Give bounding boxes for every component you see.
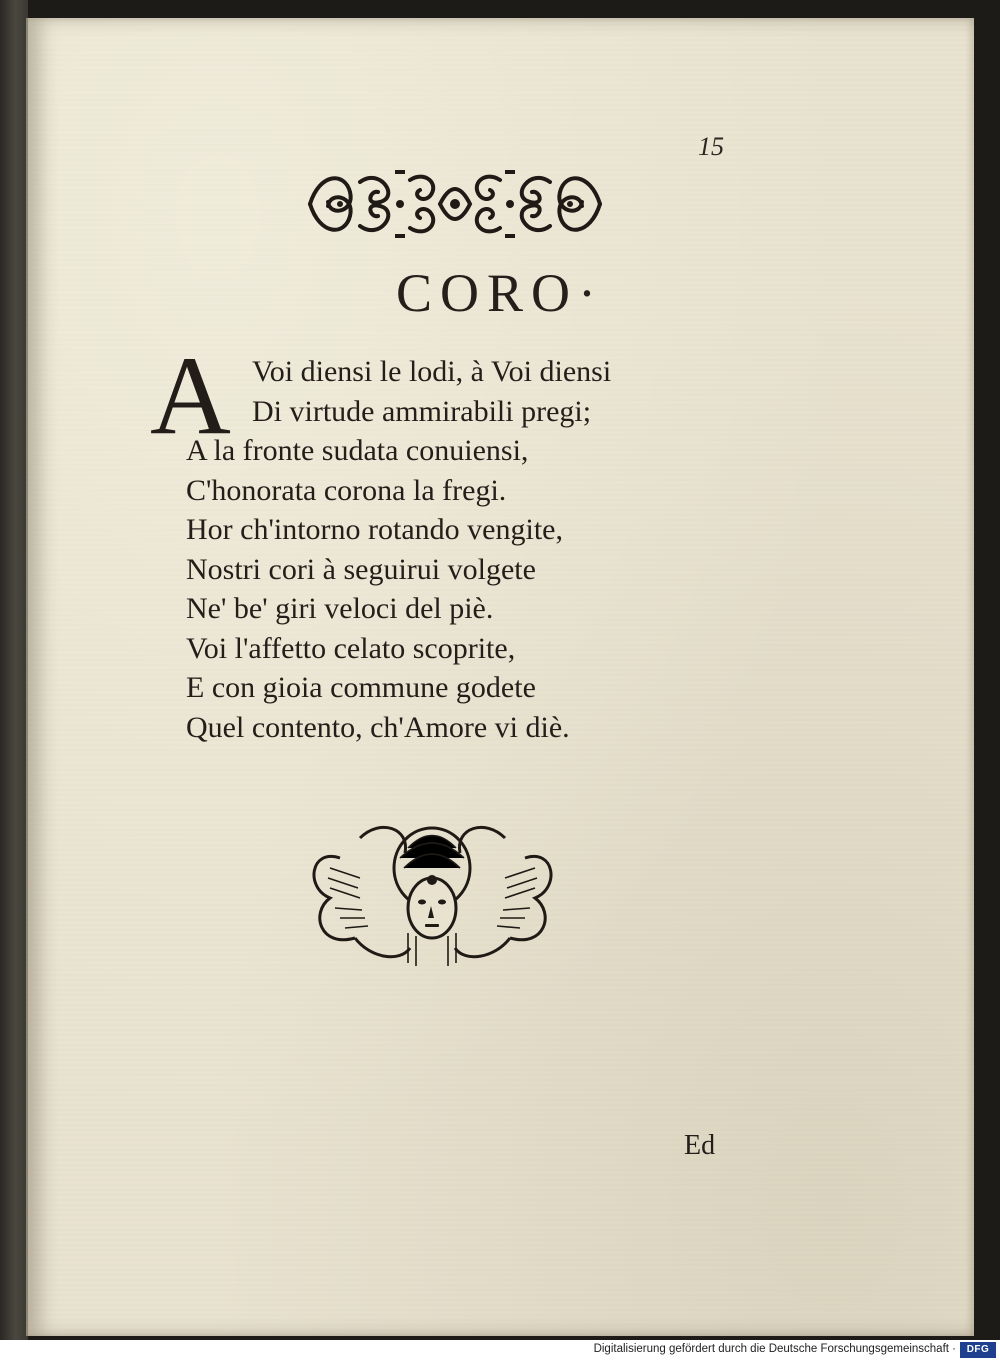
- dfg-logo: DFG: [960, 1342, 996, 1358]
- verse-stanza: [186, 352, 611, 747]
- page-title: CORO·: [395, 263, 604, 323]
- funding-notice: Digitalisierung gefördert durch die Deutsche Forschungsgemeinschaft ·: [593, 1343, 956, 1355]
- verse-line: Quel contento, ch'Amore vi diè.: [186, 710, 570, 744]
- verse-line: Di virtude ammirabili pregi;: [252, 394, 592, 428]
- verse-line: A la fronte sudata conuiensi,: [186, 434, 529, 467]
- ornamental-headpiece-icon: [300, 162, 610, 246]
- verse-line: E con gioia commune godete: [186, 671, 536, 704]
- verse-line: Voi l'affetto celato scoprite,: [186, 631, 516, 665]
- digitization-footer: [0, 1340, 1000, 1361]
- verse-line: Nostri cori à seguirui volgete: [186, 552, 536, 586]
- woodcut-mask-tailpiece-icon: [300, 818, 565, 970]
- verse-line: Hor ch'intorno rotando vengite,: [186, 513, 563, 546]
- drop-cap-initial: A: [150, 334, 231, 458]
- catchword: Ed: [684, 1130, 716, 1161]
- verse-line: C'honorata corona la fregi.: [186, 473, 507, 507]
- book-binding-edge: [0, 0, 28, 1340]
- page-number: 15: [698, 132, 724, 161]
- verse-line: Ne' be' giri veloci del piè.: [186, 592, 494, 625]
- verse-line: Voi diensi le lodi, à Voi diensi: [252, 355, 612, 388]
